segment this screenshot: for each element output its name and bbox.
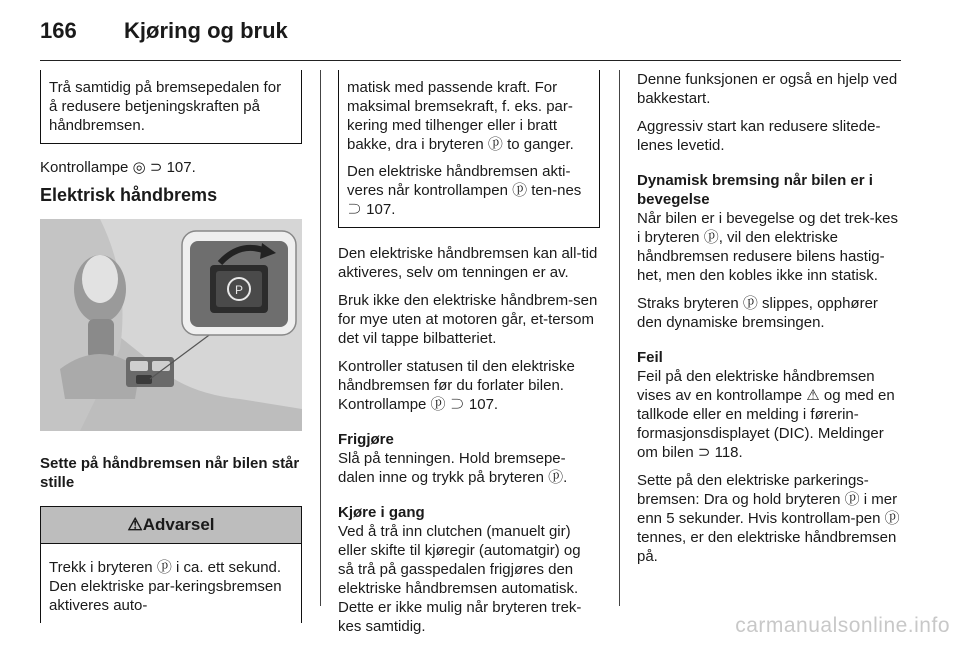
page-header (40, 18, 288, 44)
lamp-reference: Kontrollampe ◎ ⊃ 107. (40, 159, 196, 176)
parking-brake-illustration (40, 219, 302, 431)
paragraph: Når bilen er i bevegelse og det trek-kes i bryteren ⓟ, vil den elektriske håndbremsen redusere bilens hastig-het, men den kobles ikke inn statisk. (637, 210, 898, 284)
warning-continuation-box (338, 70, 600, 228)
header-rule (40, 60, 901, 61)
subheading: Sette på håndbremsen når bilen står stille (40, 455, 300, 491)
subheading-feil: Feil (637, 349, 663, 366)
paragraph: Slå på tenningen. Hold bremsepe-dalen inne og trykk på bryteren ⓟ. (338, 450, 568, 486)
watermark: carmanualsonline.info (735, 614, 950, 637)
brake-lamp-icon: ◎ (132, 159, 146, 176)
paragraph: Kontroller statusen til den elektriske håndbremsen før du forlater bilen. Kontrollampe ⓟ ⊃ 107. (338, 358, 575, 413)
paragraph: Straks bryteren ⓟ slippes, opphører den dynamiske bremsingen. (637, 295, 878, 331)
page-number: 166 (40, 18, 77, 43)
warning-continuation-text: matisk med passende kraft. For maksimal bremsekraft, f. eks. par-kering med tilhenger eller i bratt bakke, dra i bryteren ⓟ to ganger. (347, 79, 574, 153)
column-divider-1 (320, 70, 321, 606)
paragraph: Ved å trå inn clutchen (manuelt gir) eller skifte til kjøregir (automatgir) og så trå på gasspedalen frigjøres den elektriske håndbremsen automatisk. Dette er ikke mulig når bryteren trek-kes samtidig. (338, 523, 582, 635)
continued-note-box (40, 70, 302, 144)
subheading-frigjore: Frigjøre (338, 431, 394, 448)
warning-activation-text: Den elektriske håndbremsen akti-veres når kontrollampen ⓟ ten-nes ⊃ 107. (347, 163, 582, 218)
note-text: Trå samtidig på bremsepedalen for å redusere betjeningskraften på håndbremsen. (49, 79, 282, 134)
subheading-dynamic-braking: Dynamisk bremsing når bilen er i bevegelse (637, 172, 873, 208)
column-divider-2 (619, 70, 620, 606)
column-1 (40, 70, 302, 623)
column-2 (338, 70, 600, 645)
paragraph: Aggressiv start kan redusere slitede-lenes levetid. (637, 118, 881, 154)
svg-text:P: P (234, 283, 244, 297)
paragraph: Denne funksjonen er også en hjelp ved bakkestart. (637, 71, 898, 107)
parking-brake-switch-icon: ⓟ (156, 559, 172, 576)
paragraph: Den elektriske håndbremsen kan all-tid aktiveres, selv om tenningen er av. (338, 245, 598, 281)
column-3 (637, 70, 901, 575)
paragraph: Sette på den elektriske parkerings-bremsen: Dra og hold bryteren ⓟ i mer enn 5 sekunder. Hvis kontrollam-pen ⓟ tennes, er den elektriske håndbremsen på. (637, 472, 900, 565)
page-title: Kjøring og bruk (124, 18, 288, 43)
warning-body: Trekk i bryteren ⓟ i ca. ett sekund. Den elektriske par-keringsbremsen aktiveres auto- (49, 559, 282, 614)
warning-triangle-icon: ⚠ (127, 515, 143, 534)
subheading-kjore: Kjøre i gang (338, 504, 425, 521)
page-ref-icon: ⊃ (149, 159, 163, 176)
paragraph: Feil på den elektriske håndbremsen vises av en kontrollampe ⚠ og med en tallkode eller en melding i førerin-formasjonsdisplayet (DIC). Meldinger om bilen ⊃ 118. (637, 368, 895, 461)
warning-header (41, 507, 301, 544)
paragraph: Bruk ikke den elektriske håndbrem-sen for mye uten at motoren går, et-tersom det vil tappe bilbatteriet. (338, 292, 598, 347)
section-heading: Elektrisk håndbrems (40, 185, 218, 205)
warning-title: Advarsel (142, 515, 215, 534)
warning-box (40, 506, 302, 623)
